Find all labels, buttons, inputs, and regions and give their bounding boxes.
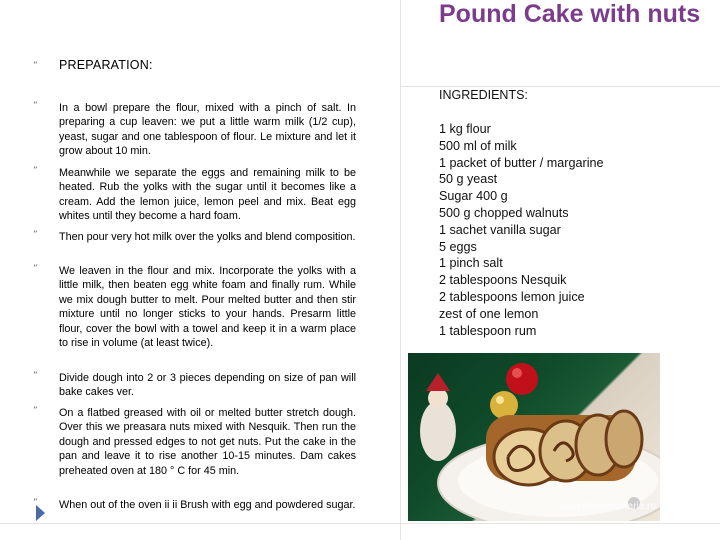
ingredient-item: 2 tablespoons Nesquik xyxy=(439,273,567,288)
ingredient-item: 1 pinch salt xyxy=(439,256,503,271)
cake-photo xyxy=(408,353,660,521)
ingredient-item: 5 eggs xyxy=(439,239,477,254)
ingredient-item: 500 ml of milk xyxy=(439,138,517,153)
preparation-step-6: On a flatbed greased with oil or melted butter stretch dough. Over this we preasara nuts mixed with Nesquik. Then run the dough and pressed edges to not get nuts. Put the cake in the pan and leave it to rise another 10-15 minutes. Dam cakes preheated oven at 180 ° C for 45 min. xyxy=(59,407,356,477)
bullet-icon: ” xyxy=(33,264,38,274)
preparation-step-4: We leaven in the flour and mix. Incorporate the yolks with a little milk, then beaten egg white foam and finally rum. While we mix dough butter to melt. Pour melted butter and then stir mixture until no longer sticks to your hands. Presarm little flour, cover the bowl with a towel and keep it in a warm place to rise in volume (at least twice). xyxy=(59,265,356,350)
cake-illustration xyxy=(408,353,660,521)
ingredient-item: 1 packet of butter / margarine xyxy=(439,155,604,170)
photo-watermark: www.divertiscotarie.ro xyxy=(558,501,656,512)
bullet-icon: ” xyxy=(33,61,38,71)
ingredient-item: 1 tablespoon rum xyxy=(439,323,537,338)
horizontal-divider-bottom xyxy=(0,523,720,524)
pointer-arrow-icon xyxy=(36,505,45,521)
ingredient-item: 50 g yeast xyxy=(439,172,498,187)
horizontal-divider-top xyxy=(400,86,720,87)
ingredient-item: 1 sachet vanilla sugar xyxy=(439,222,561,237)
bullet-icon: ” xyxy=(33,498,38,508)
preparation-step-1: In a bowl prepare the flour, mixed with a pinch of salt. In preparing a cup leaven: we put a little warm milk (1/2 cup), yeast, sugar and one tablespoon of flour. Le mixture and let it grow about 10 min. xyxy=(59,102,356,158)
bullet-icon: ” xyxy=(33,371,38,381)
preparation-heading: PREPARATION: xyxy=(59,58,153,72)
vertical-divider xyxy=(400,0,401,540)
bullet-icon: ” xyxy=(33,230,38,240)
preparation-step-3: Then pour very hot milk over the yolks and blend composition. xyxy=(59,231,356,243)
ingredient-item: Sugar 400 g xyxy=(439,189,508,204)
bullet-icon: ” xyxy=(33,406,38,416)
ingredients-list xyxy=(439,121,604,339)
ingredients-heading: INGREDIENTS: xyxy=(439,88,528,102)
ingredient-item: zest of one lemon xyxy=(439,306,539,321)
bullet-icon: ” xyxy=(33,166,38,176)
preparation-step-7: When out of the oven ii ii Brush with egg and powdered sugar. xyxy=(59,499,356,511)
page-title: Pound Cake with nuts xyxy=(439,0,701,28)
bullet-icon: ” xyxy=(33,101,38,111)
ingredient-item: 500 g chopped walnuts xyxy=(439,205,569,220)
ingredient-item: 2 tablespoons lemon juice xyxy=(439,289,585,304)
preparation-step-5: Divide dough into 2 or 3 pieces depending on size of pan will bake cakes ver. xyxy=(59,372,356,399)
preparation-step-2: Meanwhile we separate the eggs and remaining milk to be heated. Rub the yolks with the sugar until it becomes like a cream. Add the lemon juice, lemon peel and mix. Beat egg whites until they become a hard foam. xyxy=(59,167,356,223)
ingredient-item: 1 kg flour xyxy=(439,122,491,136)
